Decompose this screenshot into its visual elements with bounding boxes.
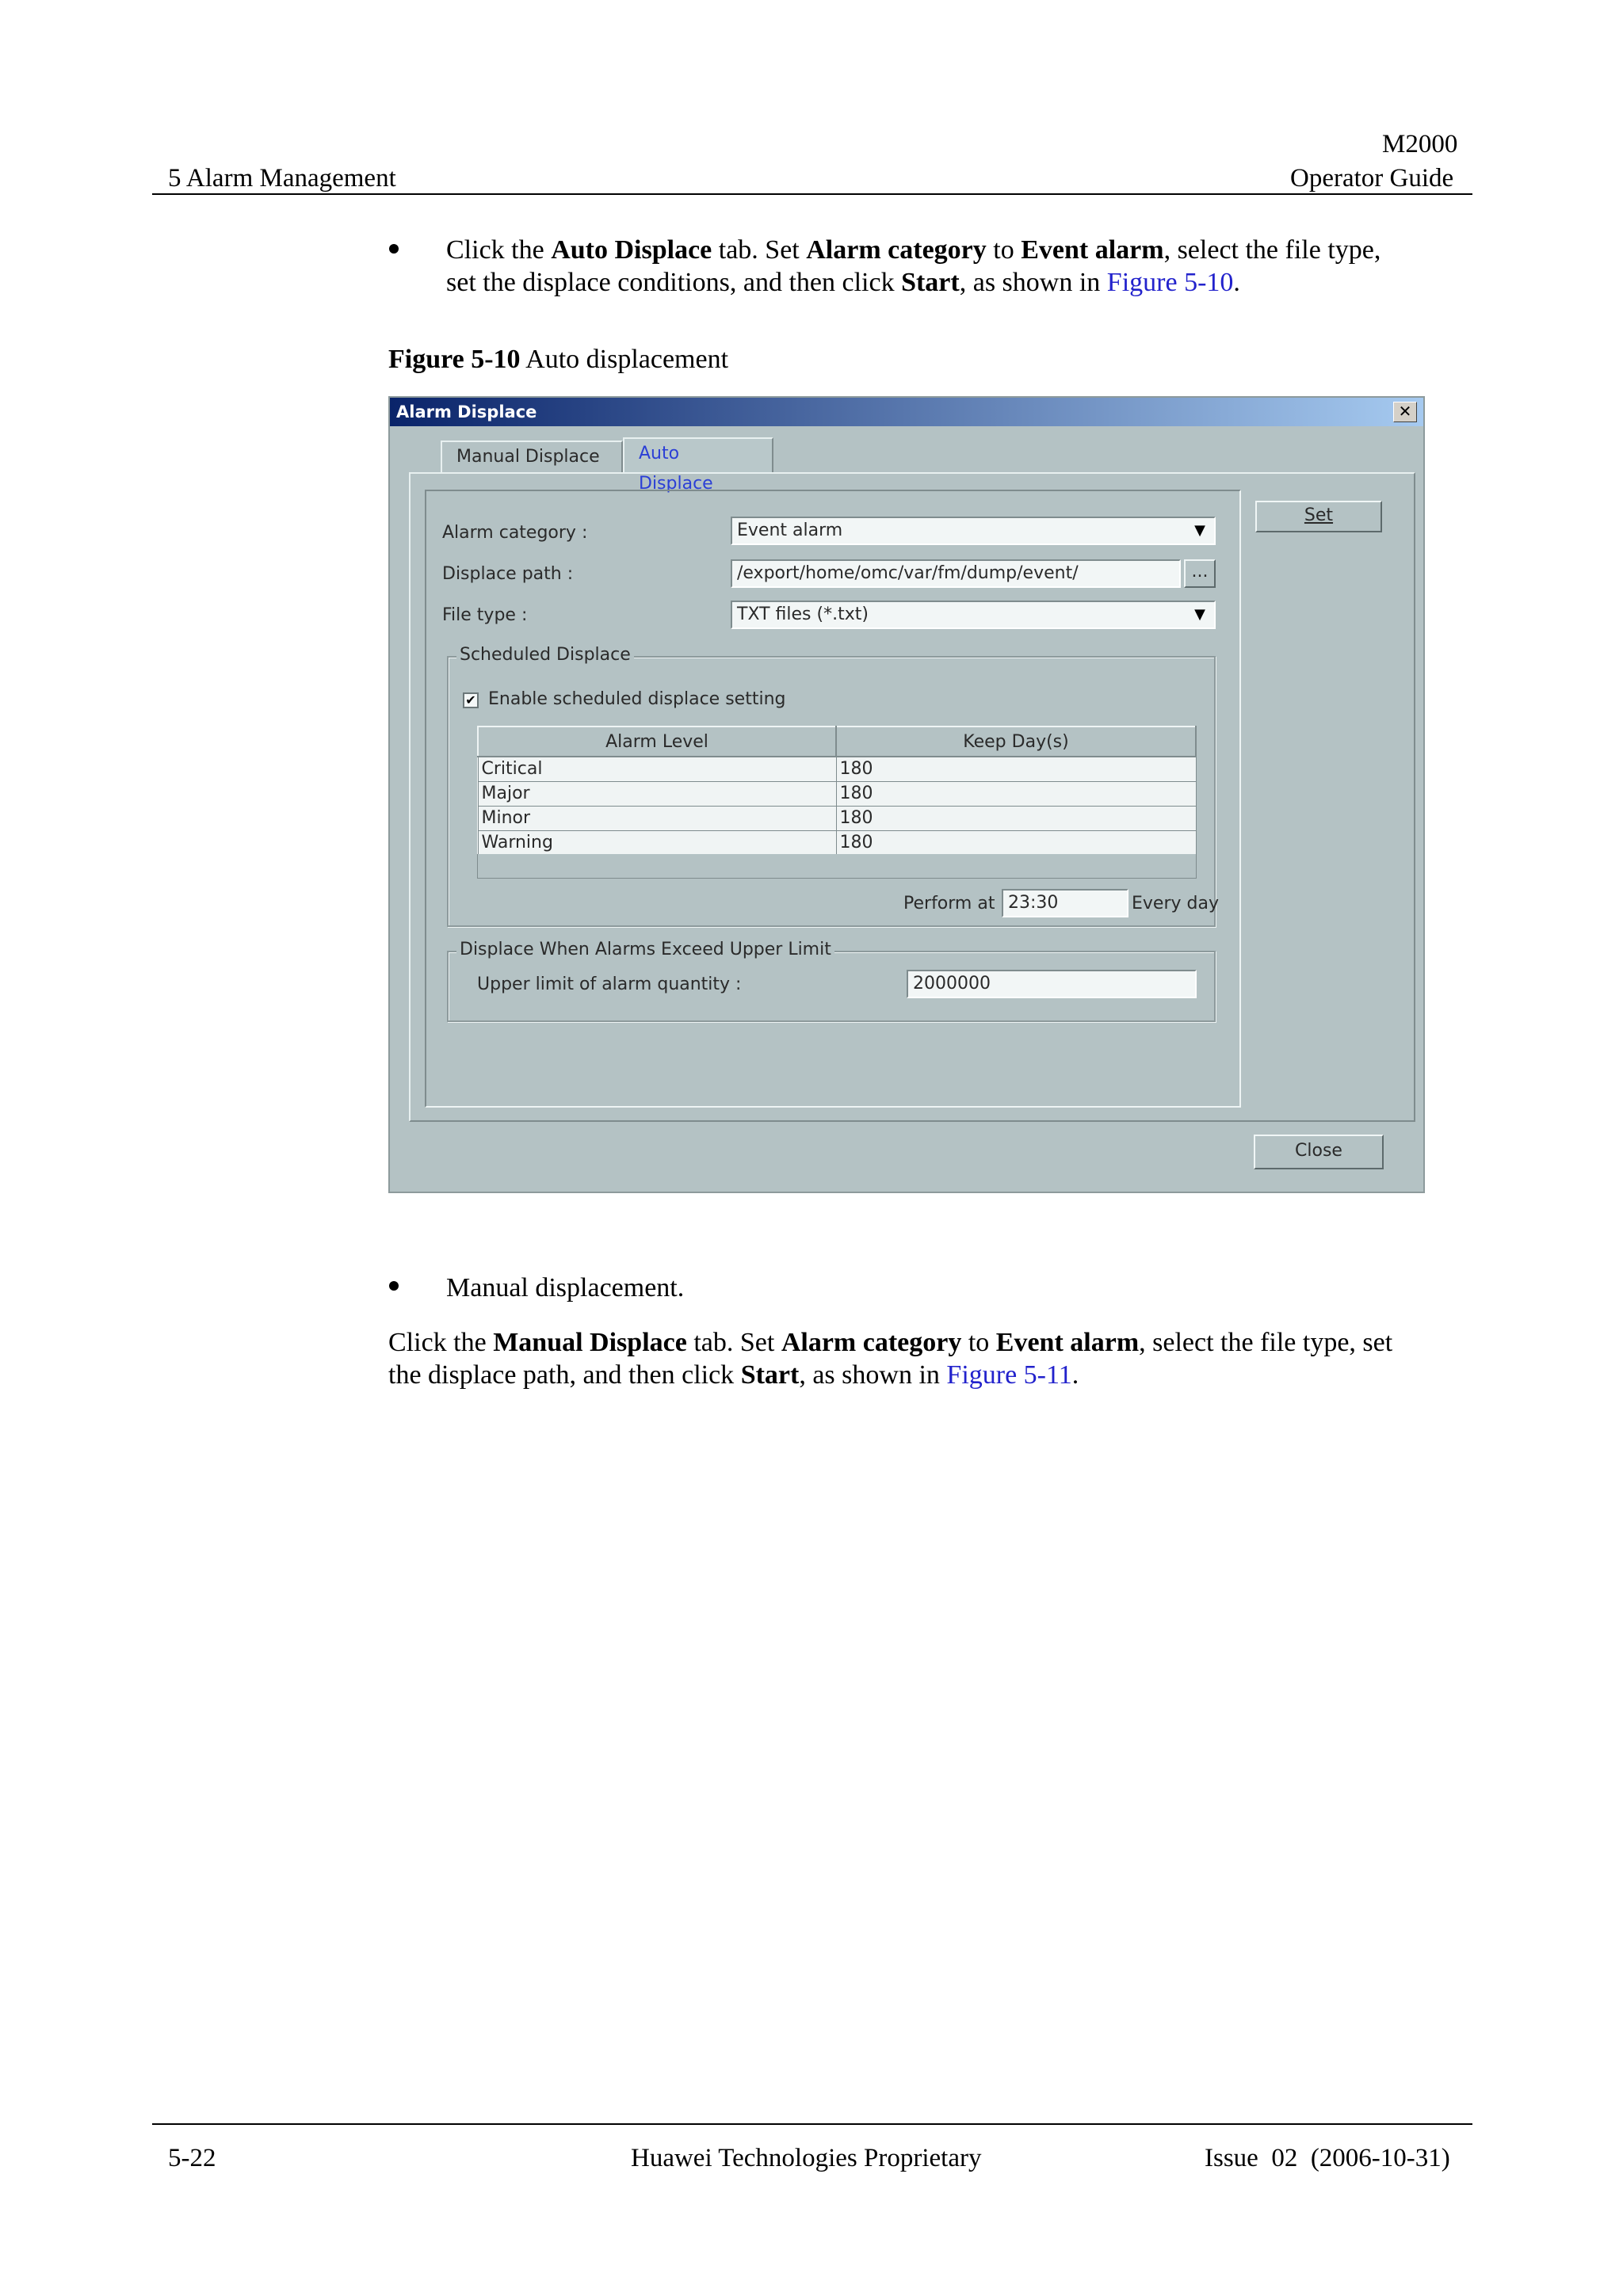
chevron-down-icon[interactable]: ▼ (1194, 606, 1205, 623)
alarm-displace-dialog (388, 396, 1425, 1193)
header-alarm-level[interactable]: Alarm Level (478, 727, 836, 757)
bullet-2 (389, 1281, 399, 1291)
file-type-label: File type : (442, 605, 528, 625)
file-type-select[interactable]: TXT files (*.txt) ▼ (731, 601, 1216, 629)
header-keep-days[interactable]: Keep Day(s) (836, 727, 1196, 757)
dialog-title: Alarm Displace (396, 402, 537, 421)
header-product: M2000 (1382, 130, 1458, 158)
cell-days[interactable]: 180 (836, 757, 1196, 782)
dialog-titlebar (390, 398, 1423, 426)
inner-panel (425, 490, 1241, 1108)
figure-5-10-link[interactable]: Figure 5-10 (1106, 268, 1234, 297)
perform-at-label: Perform at (903, 894, 995, 913)
para2-line2: the displace path, and then click Start, as shown in Figure 5-11. (388, 1360, 1079, 1390)
tab-panel (409, 472, 1415, 1122)
para2-line1: Click the Manual Displace tab. Set Alarm category to Event alarm, select the file type, set (388, 1328, 1393, 1357)
cell-level: Critical (478, 757, 836, 782)
header-chapter: 5 Alarm Management (168, 164, 396, 193)
cell-level: Warning (478, 831, 836, 856)
table-empty-area (477, 854, 1197, 879)
cell-days[interactable]: 180 (836, 807, 1196, 831)
table-row[interactable] (478, 807, 1196, 831)
close-icon[interactable]: ✕ (1393, 402, 1417, 422)
alarm-category-select[interactable]: Event alarm ▼ (731, 517, 1216, 545)
upper-limit-label: Upper limit of alarm quantity : (477, 974, 742, 994)
cell-days[interactable]: 180 (836, 831, 1196, 856)
tab-manual-displace[interactable]: Manual Displace (441, 441, 623, 472)
footer-company: Huawei Technologies Proprietary (631, 2144, 982, 2172)
header-rule (152, 193, 1472, 195)
header-guide: Operator Guide (1290, 164, 1454, 193)
upper-limit-title: Displace When Alarms Exceed Upper Limit (456, 940, 834, 959)
table-row[interactable] (478, 831, 1196, 856)
para1-line2: set the displace conditions, and then click Start, as shown in Figure 5-10. (446, 268, 1240, 297)
upper-limit-group (447, 940, 1216, 1022)
enable-scheduled-checkbox[interactable]: ✔ (463, 692, 479, 708)
footer-page-number: 5-22 (168, 2144, 216, 2172)
chevron-down-icon[interactable]: ▼ (1194, 522, 1205, 539)
bullet-1 (389, 244, 399, 254)
cell-level: Minor (478, 807, 836, 831)
cell-level: Major (478, 782, 836, 807)
displace-path-field[interactable]: /export/home/omc/var/fm/dump/event/ (731, 559, 1181, 588)
cell-days[interactable]: 180 (836, 782, 1196, 807)
tab-auto-displace[interactable]: Auto Displace (623, 437, 773, 474)
alarm-level-table (477, 726, 1197, 856)
every-day-label: Every day (1132, 894, 1219, 913)
enable-scheduled-label: Enable scheduled displace setting (488, 689, 786, 709)
footer-issue: Issue 02 (2006-10-31) (1205, 2144, 1450, 2172)
figure-5-11-link[interactable]: Figure 5-11 (946, 1360, 1072, 1390)
close-button[interactable]: Close (1254, 1135, 1384, 1169)
upper-limit-field[interactable]: 2000000 (907, 970, 1197, 998)
table-row[interactable] (478, 782, 1196, 807)
para1-line1: Click the Auto Displace tab. Set Alarm category to Event alarm, select the file type, (446, 235, 1381, 265)
table-row[interactable] (478, 757, 1196, 782)
footer-rule (152, 2123, 1472, 2125)
set-button[interactable]: Set (1255, 501, 1382, 532)
figure-caption: Figure 5-10 Auto displacement (388, 345, 729, 374)
alarm-category-label: Alarm category : (442, 523, 588, 543)
displace-path-label: Displace path : (442, 564, 574, 584)
scheduled-displace-group (447, 645, 1219, 927)
manual-displacement-item: Manual displacement. (446, 1273, 685, 1302)
scheduled-displace-title: Scheduled Displace (456, 645, 634, 665)
perform-at-field[interactable]: 23:30 (1002, 889, 1128, 917)
browse-button[interactable]: ... (1184, 559, 1216, 588)
